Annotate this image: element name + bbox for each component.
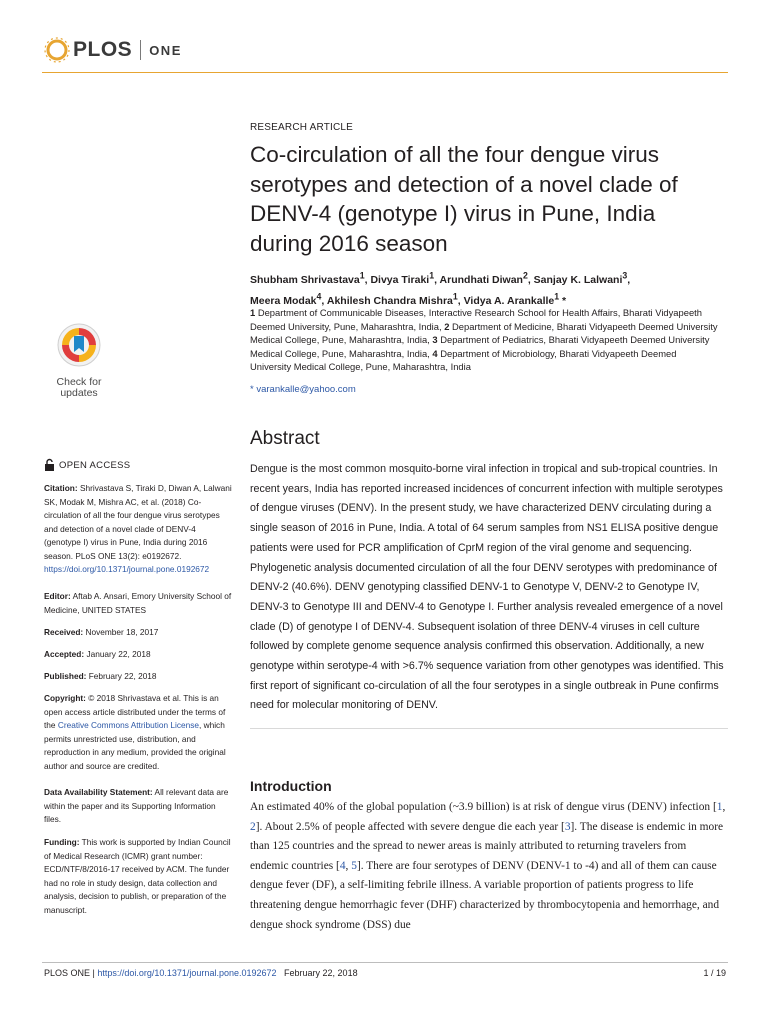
citation-ref-link[interactable]: 4 bbox=[339, 859, 346, 872]
plos-one-logo bbox=[44, 36, 182, 64]
received-date: Received: November 18, 2017 bbox=[44, 627, 159, 637]
introduction-text: An estimated 40% of the global population (~3.9 billion) is at risk of dengue virus (DENV) infection [1, 2]. About 2.5% of people affected with severe dengue die each year [3]. The disease is endemic in more than 125 countries and the spread to newer areas is mainly attributed to returning travelers from endemic countries [4, 5]. There are four serotypes of DENV (DENV-1 to -4) and all of them can cause dengue fever (DF), a self-limiting febrile illness. A variable proportion of patients progress to life threatening dengue hemorrhagic fever (DHF) characterized by thrombocytopenia and hemorrhage, and dengue shock syndrome (DSS) due bbox=[250, 801, 726, 931]
citation-block: Citation: Shrivastava S, Tiraki D, Diwan A, Lalwani SK, Modak M, Mishra AC, et al. (2018) Co-circulation of all the four dengue virus serotypes and detection of a novel clade of DENV-4 (genotype I) virus in Pune, India during 2016 season. PLoS ONE 13(2): e0192672. https://doi.org/10.1371/journal.pone.0192672 bbox=[44, 483, 232, 574]
abstract-rule bbox=[250, 728, 728, 729]
data-availability-block: Data Availability Statement: All relevant data are within the paper and its Supporting Information files. bbox=[44, 787, 229, 824]
badge-line-2: updates bbox=[60, 387, 98, 399]
page-footer: PLOS ONE | https://doi.org/10.1371/journal.pone.0192672 February 22, 2018 bbox=[44, 968, 358, 978]
introduction-heading: Introduction bbox=[250, 778, 332, 794]
editor-block: Editor: Aftab A. Ansari, Emory University School of Medicine, UNITED STATES bbox=[44, 591, 232, 615]
cc-license-link[interactable]: Creative Commons Attribution License bbox=[57, 720, 199, 730]
brand-name: PLOS bbox=[73, 38, 133, 61]
footer-doi-link[interactable]: https://doi.org/10.1371/journal.pone.0192672 bbox=[97, 968, 277, 978]
citation-ref-link[interactable]: 3 bbox=[564, 820, 571, 833]
crossmark-icon bbox=[56, 322, 102, 368]
corresponding-email-link[interactable]: * varankalle@yahoo.com bbox=[250, 384, 356, 395]
author[interactable]: Vidya A. Arankalle$^1$ * bbox=[463, 291, 567, 307]
affiliations: 1 Department of Communicable Diseases, Interactive Research School for Health Affairs, Bharati Vidyapeeth Deemed University, Pune, Maharashtra, India, 2 Department of Medicine, Bharati Vidyapeeth Deemed University Medical College, Pune, Maharashtra, India, 3 Department of Pediatrics, Bharati Vidyapeeth Deemed University Medical College, Pune, Maharashtra, India, 4 Department of Microbiology, Bharati Vidyapeeth Deemed University Medical College, Pune, Maharashtra, India bbox=[250, 307, 718, 372]
citation-ref-link[interactable]: 5 bbox=[351, 859, 357, 872]
footer-rule bbox=[42, 962, 728, 963]
check-for-updates-badge[interactable] bbox=[44, 322, 114, 399]
author[interactable]: Divya Tiraki$^1$, bbox=[370, 270, 440, 286]
plos-logo-mark-icon bbox=[44, 37, 70, 63]
author[interactable]: Shubham Shrivastava$^1$, bbox=[250, 270, 371, 286]
citation-doi-link[interactable]: https://doi.org/10.1371/journal.pone.0192672 bbox=[44, 564, 210, 574]
open-access-label: OPEN ACCESS bbox=[44, 458, 130, 472]
abstract-text: Dengue is the most common mosquito-borne viral infection in tropical and sub-tropical countries. In recent years, India has reported increased incidences of concurrent infection with multiple serotypes of dengue viruses (DENV). In the present study, we have characterized DENV circulating during a single season of 2016 in Pune, India. A total of 64 serum samples from NS1 ELISA positive dengue patients were used for PCR amplification of CprM region of the viral genome and sequencing. Phylogenetic analysis documented circulation of all the four DENV serotypes with predominance of DENV-2 (40.6%). DENV genotyping classified DENV-1 to Genotype V, DENV-2 to Genotype IV, DENV-3 to Genotype III and DENV-4 to Genotype I. Further analysis revealed emergence of a novel clade (D) of genotype I of DENV-4. Subsequent isolation of three DENV-4 viruses in cell culture followed by complete genome sequence analysis confirmed this observation. Additionally, a new genotype within serotype-4 with >6.7% sequence variation from other genotypes was identified. This first report of significant co-circulation of all the four serotypes in a single outbreak in Pune confirms need for molecular monitoring of DENV. bbox=[250, 463, 724, 712]
article-type: RESEARCH ARTICLE bbox=[250, 122, 354, 133]
author-list bbox=[250, 267, 720, 310]
article-title: Co-circulation of all the four dengue virus serotypes and detection of a novel clade of DENV-4 (genotype I) virus in Pune, India during 2016 season bbox=[250, 142, 678, 256]
published-date: Published: February 22, 2018 bbox=[44, 671, 157, 681]
author[interactable]: Akhilesh Chandra Mishra$^1$, bbox=[326, 291, 464, 307]
journal-name: ONE bbox=[149, 42, 182, 58]
logo-divider bbox=[140, 40, 141, 60]
accepted-date: Accepted: January 22, 2018 bbox=[44, 649, 151, 659]
funding-block: Funding: This work is supported by Indian Council of Medical Research (ICMR) grant number: ECD/NTF/8/2016-17 received by ACM. The funder had no role in study design, data collection and analysis, decision to publish, or preparation of the manuscript. bbox=[44, 837, 231, 915]
citation-ref-link[interactable]: 2 bbox=[250, 820, 256, 833]
badge-line-1: Check for bbox=[56, 376, 102, 388]
author[interactable]: Arundhati Diwan$^2$, bbox=[439, 270, 534, 286]
open-lock-icon bbox=[44, 458, 55, 472]
author[interactable]: Sanjay K. Lalwani$^3$, bbox=[533, 270, 631, 286]
author[interactable]: Meera Modak$^4$, bbox=[250, 291, 327, 307]
copyright-block: Copyright: © 2018 Shrivastava et al. This is an open access article distributed under the terms of the Creative Commons Attribution License, which permits unrestricted use, distribution, and reproduction in any medium, provided the original author and source are credited. bbox=[44, 693, 226, 771]
footer-date: February 22, 2018 bbox=[284, 968, 358, 978]
header-rule bbox=[42, 72, 728, 73]
page-number: 1 / 19 bbox=[703, 968, 726, 978]
citation-ref-link[interactable]: 1 bbox=[716, 801, 723, 813]
abstract-heading: Abstract bbox=[250, 428, 320, 449]
